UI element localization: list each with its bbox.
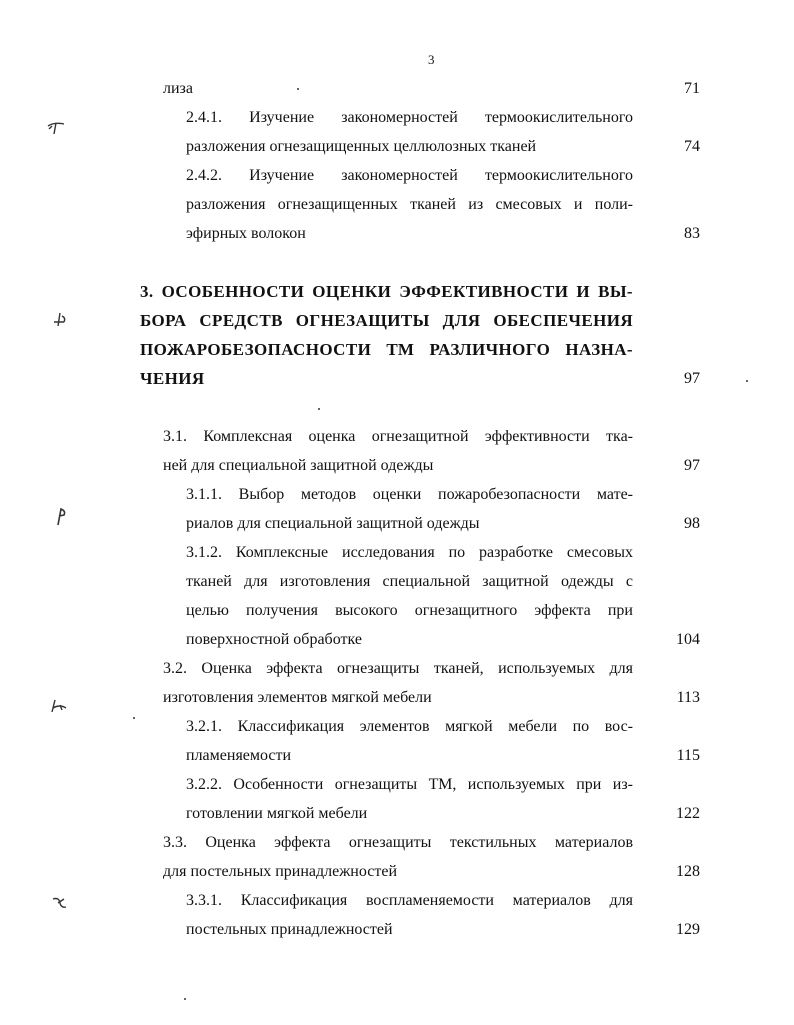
toc-page: 71	[684, 80, 700, 97]
toc-line: поверхностной обработке	[186, 631, 362, 648]
toc-page: 122	[676, 805, 700, 822]
toc-page: 104	[676, 631, 700, 648]
toc-line: 3.1.1. Выбор методов оценки пожаробезопасности мате-	[186, 486, 633, 503]
scan-speck	[746, 380, 748, 382]
toc-page: 113	[676, 689, 700, 706]
scan-speck	[318, 408, 320, 410]
toc-page: 128	[676, 863, 700, 880]
toc-page: 83	[684, 225, 700, 242]
toc-line: 3.1.2. Комплексные исследования по разработке смесовых	[186, 544, 633, 561]
toc-line: риалов для специальной защитной одежды	[186, 515, 480, 532]
toc-line: БОРА СРЕДСТВ ОГНЕЗАЩИТЫ ДЛЯ ОБЕСПЕЧЕНИЯ	[140, 311, 633, 330]
toc-page: 74	[684, 138, 700, 155]
toc-line: 3.1. Комплексная оценка огнезащитной эффективности тка-	[163, 428, 633, 445]
toc-line: 3.3.1. Классификация воспламеняемости материалов для	[186, 892, 633, 909]
toc-line: 2.4.1. Изучение закономерностей термоокислительного	[186, 109, 633, 126]
toc-line: разложения огнезащищенных тканей из смесовых и поли-	[186, 196, 633, 213]
toc-line: 3. ОСОБЕННОСТИ ОЦЕНКИ ЭФФЕКТИВНОСТИ И ВЫ-	[140, 282, 633, 301]
toc-line: пламеняемости	[186, 747, 292, 764]
toc-line: 3.2. Оценка эффекта огнезащиты тканей, используемых для	[163, 660, 633, 677]
toc-line: лиза	[163, 80, 193, 97]
toc-line: ней для специальной защитной одежды	[163, 457, 434, 474]
toc-page: 115	[676, 747, 700, 764]
scan-speck	[184, 998, 186, 1000]
margin-mark-icon	[50, 895, 70, 911]
toc-line: тканей для изготовления специальной защитной одежды с	[186, 573, 633, 590]
toc-page: 129	[676, 921, 700, 938]
toc-line: ЧЕНИЯ	[140, 369, 205, 388]
toc-line: изготовления элементов мягкой мебели	[163, 689, 432, 706]
toc-page: 97	[684, 457, 700, 474]
toc-line: целью получения высокого огнезащитного эффекта при	[186, 602, 633, 619]
margin-mark-icon	[50, 310, 74, 328]
toc-line: разложения огнезащищенных целлюлозных тканей	[186, 138, 537, 155]
scan-speck	[297, 88, 299, 90]
margin-mark-icon	[52, 505, 72, 527]
toc-page: 97	[684, 370, 700, 387]
toc-line: 3.3. Оценка эффекта огнезащиты текстильных материалов	[163, 834, 633, 851]
toc-line: 3.2.1. Классификация элементов мягкой мебели по вос-	[186, 718, 633, 735]
toc-line: постельных принадлежностей	[186, 921, 393, 938]
toc-line: для постельных принадлежностей	[163, 863, 398, 880]
margin-mark-icon	[46, 120, 68, 136]
toc-line: готовлении мягкой мебели	[186, 805, 368, 822]
toc-line: 3.2.2. Особенности огнезащиты ТМ, используемых при из-	[186, 776, 633, 793]
toc-line: ПОЖАРОБЕЗОПАСНОСТИ ТМ РАЗЛИЧНОГО НАЗНА-	[140, 340, 633, 359]
scan-speck	[133, 717, 135, 719]
toc-page: 98	[684, 515, 700, 532]
margin-mark-icon	[48, 696, 72, 716]
toc-line: эфирных волокон	[186, 225, 306, 242]
toc-line: 2.4.2. Изучение закономерностей термоокислительного	[186, 167, 633, 184]
page-number: 3	[428, 52, 435, 67]
